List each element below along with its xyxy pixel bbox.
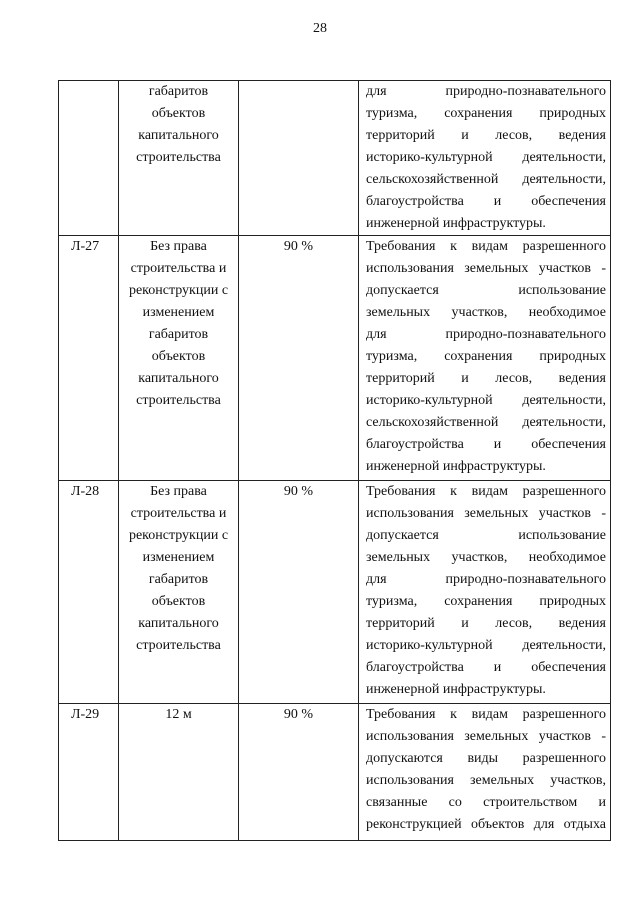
restriction-line: объектов (151, 349, 206, 364)
description-line: территорий и лесов, ведения (366, 616, 606, 631)
restriction-line: габаритов (148, 84, 209, 99)
table-row (59, 481, 611, 704)
restriction-line: изменением (142, 550, 215, 565)
restriction-line: изменением (142, 305, 215, 320)
restriction-line: капитального (138, 128, 219, 143)
description-line: инженерной инфраструктуры. (366, 682, 546, 697)
restriction-line: строительства и (130, 261, 227, 276)
description-line: туризма, сохранения природных (366, 349, 606, 364)
restriction-line: капитального (138, 616, 219, 631)
description-line: благоустройства и обеспечения (366, 194, 606, 209)
restriction-cell (119, 236, 239, 481)
restriction-cell (119, 481, 239, 704)
description-line: допускается использование (366, 528, 606, 543)
description-line: инженерной инфраструктуры. (366, 216, 546, 231)
zone-code-cell (59, 81, 119, 236)
restriction-line: габаритов (148, 572, 209, 587)
description-line: территорий и лесов, ведения (366, 371, 606, 386)
restriction-line: строительства (136, 638, 221, 653)
description-line: Требования к видам разрешенного (366, 239, 606, 254)
description-line: использования земельных участков - (366, 261, 606, 276)
description-line: использования земельных участков, (366, 773, 606, 788)
percent-cell: 90 % (239, 704, 359, 841)
restriction-cell (119, 81, 239, 236)
description-line: историко-культурной деятельности, (366, 638, 606, 653)
description-cell (359, 81, 611, 236)
description-cell (359, 236, 611, 481)
description-line: для природно-познавательного (366, 84, 606, 99)
description-line: допускаются виды разрешенного (366, 751, 606, 766)
page-number: 28 (313, 21, 327, 36)
restriction-line: строительства (136, 393, 221, 408)
description-line: территорий и лесов, ведения (366, 128, 606, 143)
table-row (59, 704, 611, 841)
description-line: благоустройства и обеспечения (366, 660, 606, 675)
description-line: туризма, сохранения природных (366, 594, 606, 609)
description-line: для природно-познавательного (366, 572, 606, 587)
description-line: инженерной инфраструктуры. (366, 459, 546, 474)
description-cell (359, 481, 611, 704)
description-line: Требования к видам разрешенного (366, 707, 606, 722)
description-line: туризма, сохранения природных (366, 106, 606, 121)
zone-code-cell: Л-29 (59, 704, 119, 841)
restriction-line: габаритов (148, 327, 209, 342)
restriction-line: объектов (151, 106, 206, 121)
percent-cell: 90 % (239, 236, 359, 481)
description-line: историко-культурной деятельности, (366, 150, 606, 165)
restriction-line: реконструкции с (128, 528, 229, 543)
percent-cell: 90 % (239, 481, 359, 704)
description-line: историко-культурной деятельности, (366, 393, 606, 408)
table-row (59, 236, 611, 481)
description-line: использования земельных участков - (366, 506, 606, 521)
description-line: использования земельных участков - (366, 729, 606, 744)
restriction-line: Без права (150, 239, 207, 254)
regulations-table (58, 80, 611, 841)
percent-cell (239, 81, 359, 236)
description-line: реконструкцией объектов для отдыха (366, 817, 606, 832)
restriction-line: строительства и (130, 506, 227, 521)
description-line: земельных участков, необходимое (366, 550, 606, 565)
description-line: связанные со строительством и (366, 795, 606, 810)
restriction-line: строительства (136, 150, 221, 165)
zone-code-cell: Л-28 (59, 481, 119, 704)
restriction-line: объектов (151, 594, 206, 609)
description-line: для природно-познавательного (366, 327, 606, 342)
table-row (59, 81, 611, 236)
description-line: сельскохозяйственной деятельности, (366, 415, 606, 430)
description-line: земельных участков, необходимое (366, 305, 606, 320)
description-line: благоустройства и обеспечения (366, 437, 606, 452)
description-line: сельскохозяйственной деятельности, (366, 172, 606, 187)
restriction-line: капитального (138, 371, 219, 386)
description-line: Требования к видам разрешенного (366, 484, 606, 499)
restriction-line: 12 м (165, 707, 192, 722)
restriction-line: Без права (150, 484, 207, 499)
restriction-cell (119, 704, 239, 841)
restriction-line: реконструкции с (128, 283, 229, 298)
zone-code-cell: Л-27 (59, 236, 119, 481)
description-line: допускается использование (366, 283, 606, 298)
description-cell (359, 704, 611, 841)
